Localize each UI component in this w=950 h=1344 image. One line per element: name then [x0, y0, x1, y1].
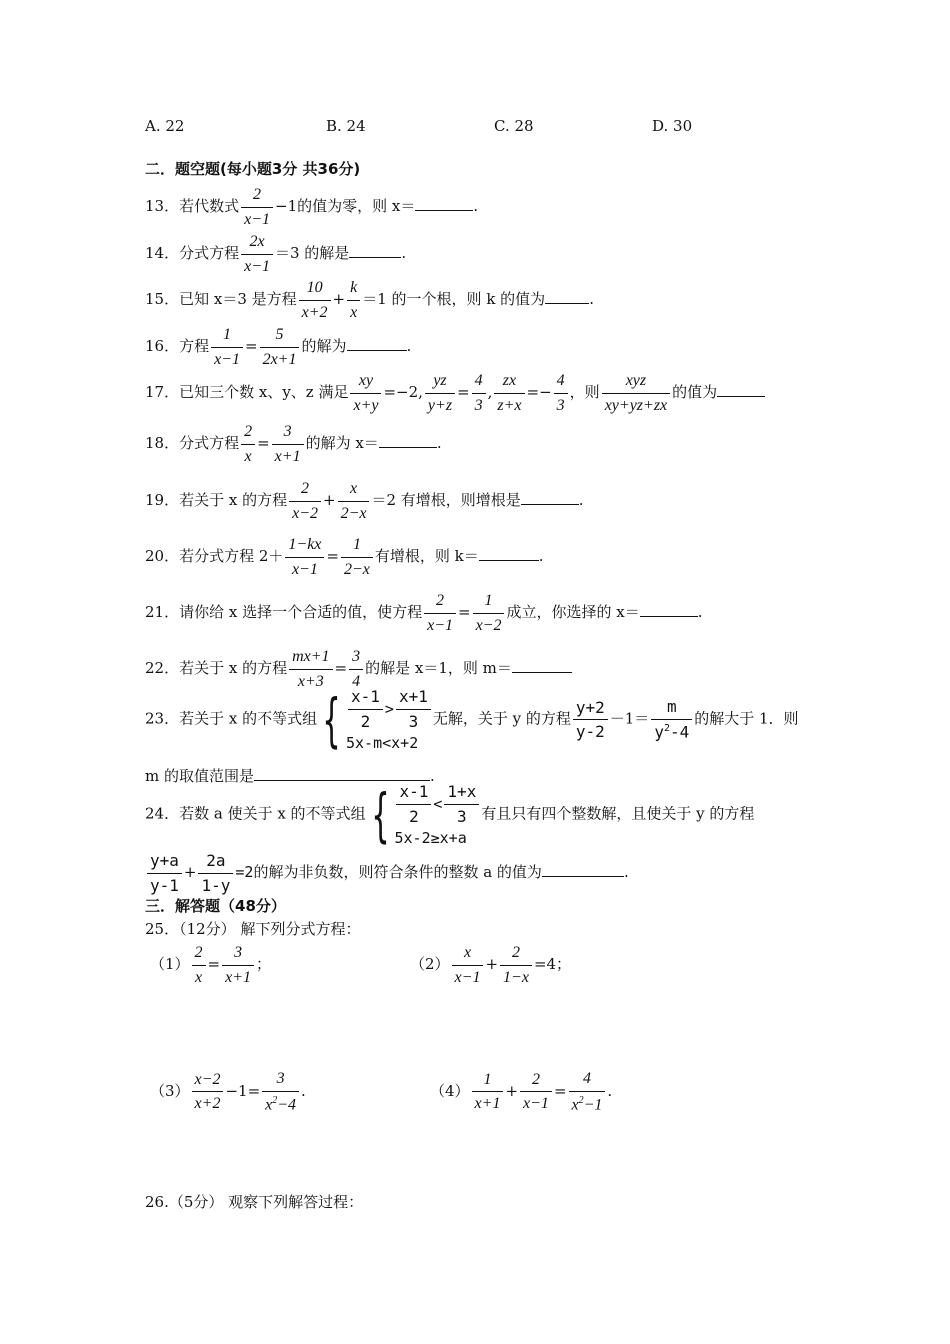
answer-blank — [347, 336, 407, 351]
choice-c: C. 28 — [494, 117, 534, 135]
inequality-system: { $\frac{x-1}{2}$ < $\frac{1+x}{3}$ 5x-2≥x+a — [366, 783, 482, 846]
problem-25-2: （2） $\frac{x}{x-1}$ + $\frac{2}{1-x}$ =4； — [410, 944, 572, 986]
question-23-line2: m 的取值范围是 . — [145, 767, 435, 785]
question-25: 25．（12分） 解下列分式方程： — [145, 920, 361, 938]
answer-blank — [521, 490, 579, 505]
question-26: 26.（5分） 观察下列解答过程： — [145, 1193, 364, 1211]
question-24: 24．若数 a 使关于 x 的不等式组 { $\frac{x-1}{2}$ < $\frac{1+x}{3}$ 5x-2≥x+a 有且只有四个整数解，且使关于 y 的方程 — [145, 780, 755, 849]
inequality-system: { $\frac{x-1}{2}$ > $\frac{x+1}{3}$ 5x-m<x+2 — [317, 688, 433, 751]
answer-blank — [479, 546, 539, 561]
section-3-heading: 三．解答题（48分） — [145, 897, 286, 915]
choice-a: A. 22 — [145, 117, 185, 135]
question-18: 18．分式方程 $\frac{2}{x}$ = $\frac{3}{x+1}$ 的解为 x＝ . — [145, 423, 442, 465]
question-14: 14．分式方程 $\frac{2x}{x-1}$ ＝3 的解是 . — [145, 233, 407, 275]
question-20: 20．若分式方程 2＋ $\frac{1-kx}{x-1}$ = $\frac{1}{2-x}$ 有增根，则 k＝ . — [145, 536, 544, 578]
answer-blank — [640, 602, 698, 617]
question-16: 16．方程 $\frac{1}{x-1}$ = $\frac{5}{2x+1}$ 的解为 . — [145, 326, 412, 368]
answer-blank — [542, 862, 624, 877]
answer-blank — [545, 289, 589, 304]
question-19: 19．若关于 x 的方程 $\frac{2}{x-2}$ + $\frac{x}{2-x}$ ＝2 有增根，则增根是 . — [145, 480, 584, 522]
choice-d: D. 30 — [652, 117, 693, 135]
answer-blank — [415, 196, 473, 211]
question-17: 17．已知三个数 x、y、z 满足 $\frac{xy}{x+y}$ =−2, $\frac{yz}{y+z}$ = $\frac{4}{3}$ , $\frac{zx}{z+x}$ =− $\frac{4}{3}$ ，则 $\frac{\text{xyz}}{xy+yz+zx}$ 的值为 — [145, 372, 765, 414]
question-24-line2: $\frac{y+a}{y-1}$ + $\frac{2a}{1-y}$ =2的解为非负数，则符合条件的整数 a 的值为 . — [145, 852, 629, 894]
answer-blank — [379, 433, 437, 448]
answer-blank — [349, 243, 401, 258]
choice-b: B. 24 — [326, 117, 366, 135]
question-21: 21．请你给 x 选择一个合适的值，使方程 $\frac{2}{x-1}$ = $\frac{1}{x-2}$ 成立，你选择的 x＝ . — [145, 592, 703, 634]
question-22: 22．若关于 x 的方程 $\frac{mx+1}{x+3}$ = $\frac{3}{4}$ 的解是 x＝1，则 m＝ — [145, 648, 572, 690]
question-15: 15．已知 x＝3 是方程 $\frac{10}{x+2}$ + $\frac{k}{x}$ ＝1 的一个根，则 k 的值为 . — [145, 279, 594, 321]
question-23: 23．若关于 x 的不等式组 { $\frac{x-1}{2}$ > $\frac{x+1}{3}$ 5x-m<x+2 无解，关于 y 的方程 $\frac{y+2}{y-2}$ －1＝ $\frac{m}{y^2-4}$ 的解大于 1．则 — [145, 685, 799, 754]
problem-25-4: （4） $\frac{1}{x+1}$ + $\frac{2}{x-1}$ = $\frac{4}{x^2-1}$ . — [430, 1070, 613, 1113]
question-13: 13．若代数式 $\frac{2}{x-1}$ −1的值为零，则 x＝ . — [145, 186, 479, 228]
problem-25-1: （1） $\frac{2}{x}$ = $\frac{3}{x+1}$ ； — [150, 944, 272, 986]
answer-blank — [254, 766, 430, 781]
answer-blank — [512, 658, 572, 673]
answer-blank — [717, 382, 765, 397]
section-2-heading: 二．题空题(每小题3分 共36分) — [145, 160, 361, 178]
problem-25-3: （3） $\frac{x-2}{x+2}$ −1= $\frac{3}{x^2-4}$ . — [150, 1070, 306, 1113]
